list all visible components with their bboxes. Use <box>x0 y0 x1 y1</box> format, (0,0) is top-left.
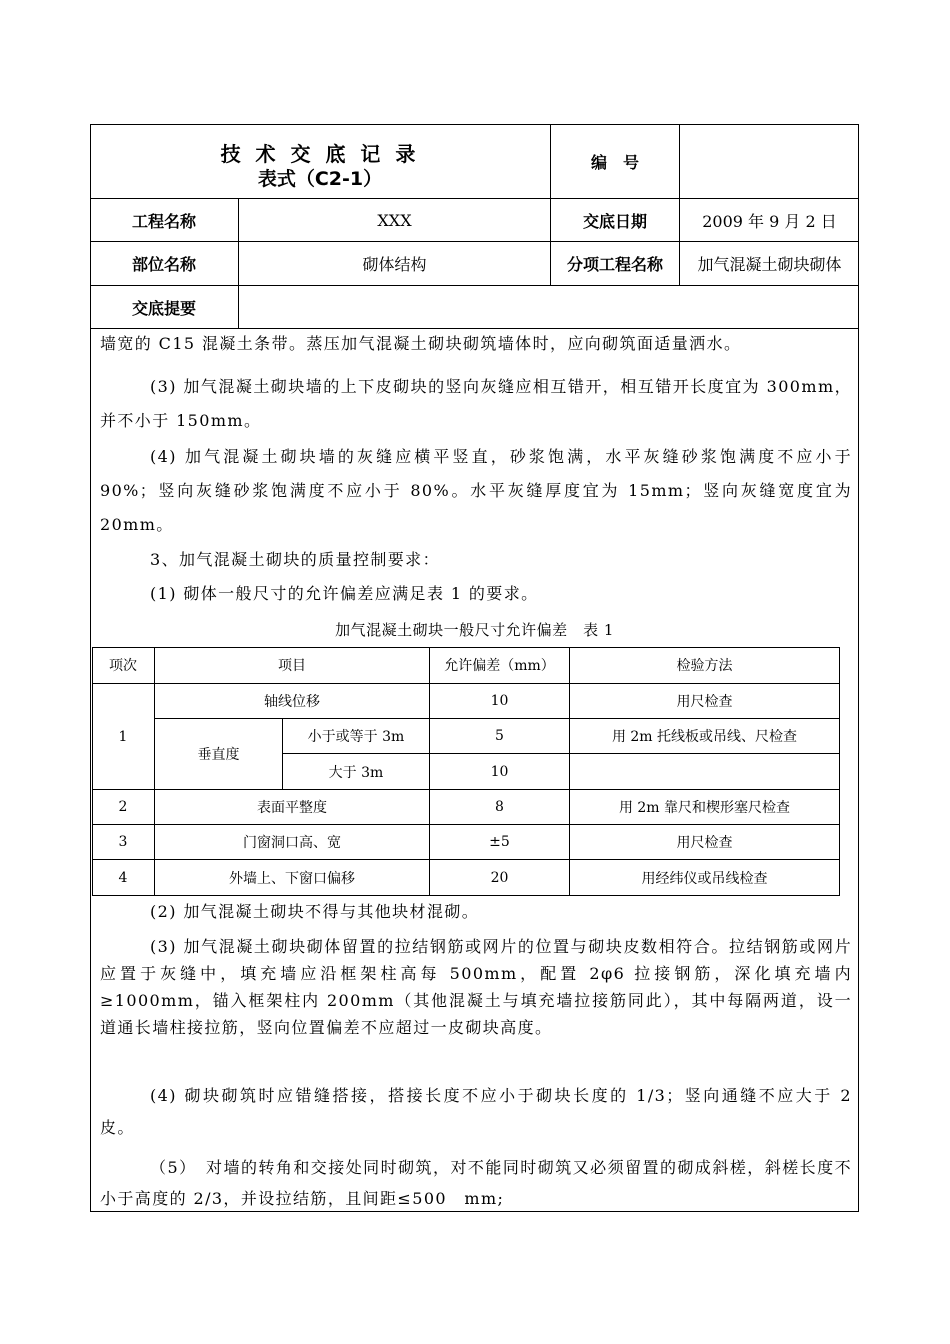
table-cell: 小于或等于 3m <box>307 729 405 745</box>
body-paragraph: (4) 加气混凝土砌块墙的灰缝应横平竖直，砂浆饱满，水平灰缝砂浆饱满度不应小于 90%；竖向灰缝砂浆饱满度不应小于 80%。水平灰缝厚度宜为 15mm；竖向灰缝宽度宜为 20mm。 <box>100 447 852 534</box>
table-cell: 8 <box>495 799 504 815</box>
date-value: 2009 年 9 月 2 日 <box>702 211 837 231</box>
part-label: 部位名称 <box>131 255 196 274</box>
table-cell: 垂直度 <box>197 747 240 763</box>
table-header: 项次 <box>109 658 137 674</box>
date-label: 交底日期 <box>582 211 647 231</box>
project-name-label: 工程名称 <box>131 211 196 231</box>
table-cell: 用 2m 托线板或吊线、尺检查 <box>611 729 798 745</box>
table-cell: 10 <box>490 763 509 780</box>
body-paragraph: (3) 加气混凝土砌块墙的上下皮砌块的竖向灰缝应相互错开，相互错开长度宜为 300mm，并不小于 150mm。 <box>100 377 852 430</box>
project-name-value: XXX <box>377 210 412 230</box>
table-cell: 大于 3m <box>328 764 384 781</box>
table-cell: 用 2m 靠尺和楔形塞尺检查 <box>618 800 791 816</box>
table-cell: 20 <box>490 869 509 886</box>
table-cell: 轴线位移 <box>264 694 320 710</box>
body-paragraph: （5） 对墙的转角和交接处同时砌筑，对不能同时砌筑又必须留置的砌成斜槎，斜槎长度不小于高度的 2/3，并设拉结筋，且间距≤500 mm; <box>100 1158 852 1208</box>
table-caption: 加气混凝土砌块一般尺寸允许偏差 表 1 <box>335 621 614 639</box>
body-paragraph: 3、加气混凝土砌块的质量控制要求： <box>150 550 440 569</box>
body-paragraph: (1) 砌体一般尺寸的允许偏差应满足表 1 的要求。 <box>150 584 539 603</box>
body-paragraph: (4) 砌块砌筑时应错缝搭接，搭接长度不应小于砌块长度的 1/3；竖向通缝不应大于 2 皮。 <box>100 1086 852 1137</box>
table-cell: ±5 <box>489 834 510 850</box>
tolerance-table <box>92 647 840 896</box>
table-header: 项目 <box>278 658 306 674</box>
table-cell: 用尺检查 <box>676 835 733 851</box>
table-cell: 3 <box>118 834 128 850</box>
number-label: 编 号 <box>590 152 639 172</box>
table-cell: 门窗洞口高、宽 <box>243 835 341 851</box>
table-cell: 用尺检查 <box>676 694 733 710</box>
subitem-label: 分项工程名称 <box>566 255 663 274</box>
table-cell: 用经纬仪或吊线检查 <box>641 870 768 887</box>
subitem-value: 加气混凝土砌块砌体 <box>697 255 842 274</box>
summary-label: 交底提要 <box>131 298 196 318</box>
table-header: 允许偏差（mm） <box>444 658 555 674</box>
form-title-block <box>90 124 550 198</box>
form-title: 技 术 交 底 记 录 <box>220 142 420 166</box>
table-cell: 外墙上、下窗口偏移 <box>229 870 355 887</box>
table-cell: 4 <box>118 869 128 886</box>
form-subtitle: 表式（C2-1） <box>257 168 383 190</box>
part-value: 砌体结构 <box>362 255 427 274</box>
body-paragraph: 墙宽的 C15 混凝土条带。蒸压加气混凝土砌块砌筑墙体时，应向砌筑面适量洒水。 <box>100 334 742 353</box>
table-header: 检验方法 <box>676 658 733 674</box>
table-cell <box>570 754 839 789</box>
number-value <box>680 124 859 198</box>
table-cell: 表面平整度 <box>257 800 327 816</box>
body-paragraph: (2) 加气混凝土砌块不得与其他块材混砌。 <box>150 902 480 921</box>
grid-line <box>90 328 859 329</box>
body-paragraph: (3) 加气混凝土砌块砌体留置的拉结钢筋或网片的位置与砌块皮数相符合。拉结钢筋或网片应置于灰缝中，填充墙应沿框架柱高每 500mm，配置 2φ6 拉接钢筋，深化填充墙内 ≥1000mm，锚入框架柱内 200mm（其他混凝土与填充墙拉接筋同此），其中每隔两道，设一道通长墙柱接拉筋，竖向位置偏差不应超过一皮砌块高度。 <box>100 937 852 1037</box>
table-cell: 2 <box>118 799 128 815</box>
summary-value <box>239 286 859 328</box>
table-cell: 10 <box>490 693 509 709</box>
table-cell: 1 <box>118 728 128 745</box>
table-cell: 5 <box>495 728 504 744</box>
